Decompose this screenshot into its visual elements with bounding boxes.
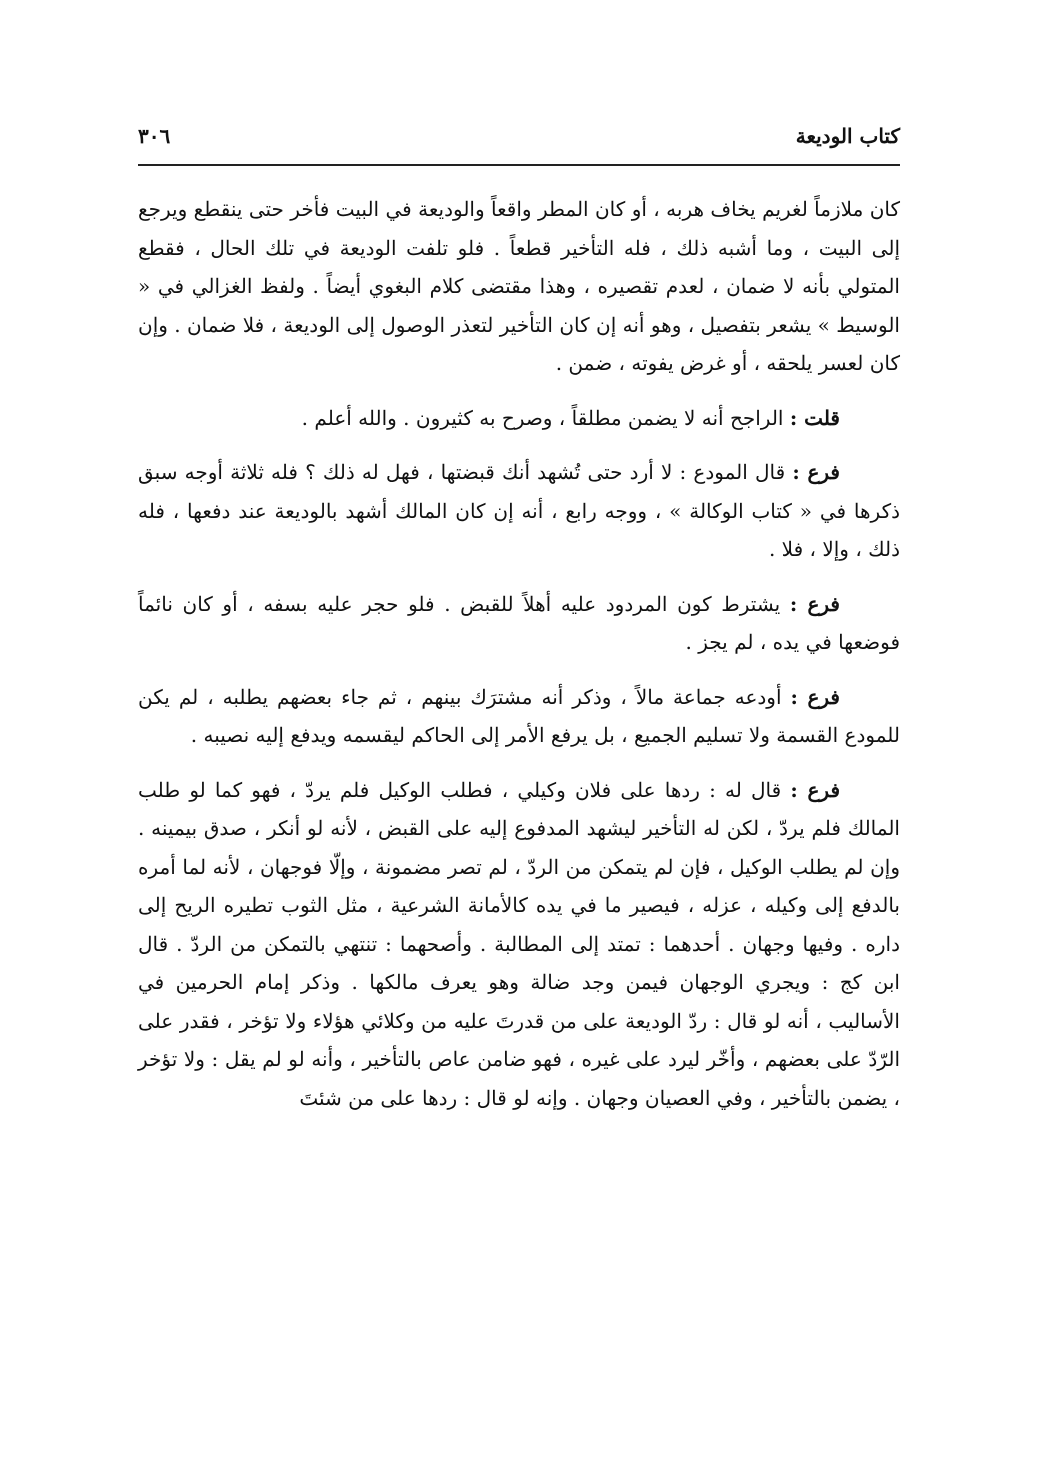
paragraph <box>138 771 900 1118</box>
page-number: ٣٠٦ <box>138 124 171 148</box>
paragraph-text: يشترط كون المردود عليه أهلاً للقبض . فلو حجر عليه بسفه ، أو كان نائماً فوضعها في يده ، لم يجز . <box>138 591 900 654</box>
paragraph-lead: فرع : <box>790 684 840 709</box>
paragraph-text: أودعه جماعة مالاً ، وذكر أنه مشترَك بينهم ، ثم جاء بعضهم يطلبه ، لم يكن للمودع القسمة ولا تسليم الجميع ، بل يرفع الأمر إلى الحاكم ليقسمه ويدفع إليه نصيبه . <box>138 684 900 747</box>
paragraph <box>138 399 900 438</box>
paragraph-lead: فرع : <box>789 591 840 616</box>
paragraph-text: الراجح أنه لا يضمن مطلقاً ، وصرح به كثيرون . والله أعلم . <box>301 405 790 430</box>
paragraph-lead: فرع : <box>790 777 841 802</box>
running-head <box>138 124 900 160</box>
paragraph-lead: فرع : <box>792 460 840 484</box>
paragraph <box>138 453 900 569</box>
body-text <box>138 190 900 1117</box>
paragraph <box>138 678 900 755</box>
running-title: كتاب الوديعة <box>795 124 900 148</box>
paragraph-text: كان ملازماً لغريم يخاف هربه ، أو كان المطر واقعاً والوديعة في البيت فأخر حتى ينقطع ويرجع إلى البيت ، وما أشبه ذلك ، فله التأخير قطعاً . فلو تلفت الوديعة في تلك الحال ، فقطع المتولي بأنه لا ضمان ، لعدم تقصيره ، وهذا مقتضى كلام البغوي أيضاً . ولفظ الغزالي في « الوسيط » يشعر بتفصيل ، وهو أنه إن كان التأخير لتعذر الوصول إلى الوديعة ، فلا ضمان . وإن كان لعسر يلحقه ، أو غرض يفوته ، ضمن . <box>138 197 900 375</box>
paragraph-text: قال له : ردها على فلان وكيلي ، فطلب الوكيل فلم يردّ ، فهو كما لو طلب المالك فلم يردّ ، لكن له التأخير ليشهد المدفوع إليه على القبض ، لأنه لو أنكر ، صدق بيمينه . وإن لم يطلب الوكيل ، فإن لم يتمكن من الردّ ، لم تصر مضمونة ، وإلّا فوجهان ، لأنه لما أمره بالدفع إلى وكيله ، عزله ، فيصير ما في يده كالأمانة الشرعية ، مثل الثوب تطيره الريح إلى داره . وفيها وجهان . أحدهما : تمتد إلى المطالبة . وأصحهما : تنتهي بالتمكن من الردّ . قال ابن كج : ويجري الوجهان فيمن وجد ضالة وهو يعرف مالكها . وذكر إمام الحرمين في الأساليب ، أنه لو قال : ردّ الوديعة على من قدرتَ عليه من وكلائي هؤلاء ولا تؤخر ، فقدر على الرّدّ على بعضهم ، وأخّر ليرد على غيره ، فهو ضامن عاص بالتأخير ، وأنه لو لم يقل : ولا تؤخر ، يضمن بالتأخير ، وفي العصيان وجهان . وإنه لو قال : ردها على من شئتَ <box>138 777 900 1110</box>
paragraph-lead: قلت : <box>789 405 840 430</box>
paragraph-text: قال المودع : لا أرد حتى تُشهد أنك قبضتها ، فهل له ذلك ؟ فله ثلاثة أوجه سبق ذكرها في « كتاب الوكالة » ، ووجه رابع ، أنه إن كان المالك أشهد بالوديعة عند دفعها ، فله ذلك ، وإلا ، فلا . <box>138 460 900 561</box>
paragraph <box>138 585 900 662</box>
header-rule <box>138 164 900 166</box>
paragraph <box>138 190 900 383</box>
